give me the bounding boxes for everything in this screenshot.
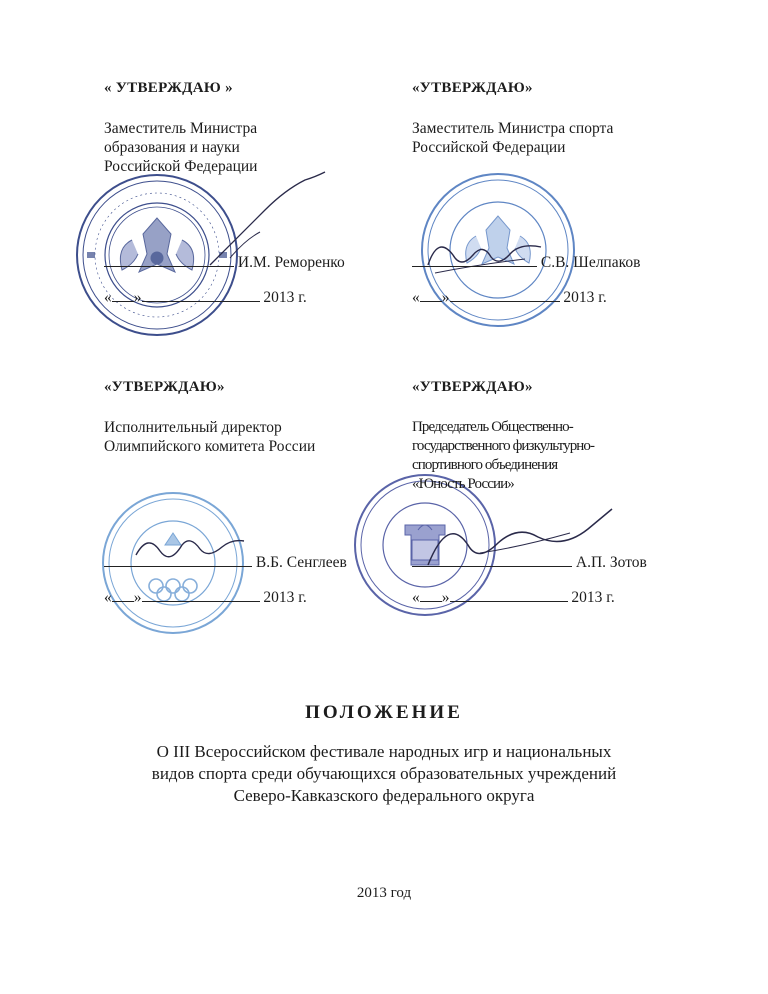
signature-line-youth-russia bbox=[412, 552, 647, 572]
approval-ministry-sport bbox=[412, 79, 712, 157]
approval-year: 2013 г. bbox=[263, 589, 307, 606]
signatory-name: В.Б. Сенглеев bbox=[255, 554, 347, 571]
date-line-youth-russia: « » 2013 г. bbox=[412, 589, 615, 606]
signatory-name: С.В. Шелпаков bbox=[540, 254, 641, 271]
approval-title-line: Председатель Общественно- bbox=[412, 419, 573, 435]
subtitle-line: О III Всероссийском фестивале народных игр и национальных bbox=[156, 742, 612, 761]
approval-heading: « УТВЕРЖДАЮ » bbox=[104, 80, 233, 96]
approval-ministry-education bbox=[104, 79, 404, 176]
approval-year: 2013 г. bbox=[563, 289, 607, 306]
approval-heading: «УТВЕРЖДАЮ» bbox=[412, 379, 533, 395]
subtitle-line: Северо-Кавказского федерального округа bbox=[233, 786, 535, 805]
approval-title-line: Российской Федерации bbox=[412, 139, 566, 156]
subtitle-line: видов спорта среди обучающихся образовательных учреждений bbox=[151, 764, 617, 783]
approval-year: 2013 г. bbox=[571, 589, 615, 606]
document-title: ПОЛОЖЕНИЕ bbox=[305, 702, 463, 723]
signatory-name: А.П. Зотов bbox=[575, 554, 647, 571]
approval-title-line: Российской Федерации bbox=[104, 158, 258, 175]
approval-title-line: Олимпийского комитета России bbox=[104, 438, 316, 455]
date-line-olympic-committee: « » 2013 г. bbox=[104, 589, 307, 606]
signature-line-olympic-committee bbox=[104, 552, 347, 572]
signature-line-ministry-sport bbox=[412, 252, 640, 272]
date-line-ministry-education: « » 2013 г. bbox=[104, 289, 307, 306]
signature-line-ministry-education bbox=[104, 252, 345, 272]
approval-year: 2013 г. bbox=[263, 289, 307, 306]
date-line-ministry-sport: « » 2013 г. bbox=[412, 289, 607, 306]
approval-title-line: спортивного объединения bbox=[412, 457, 558, 473]
signatory-name: И.М. Реморенко bbox=[237, 254, 345, 271]
approval-title-line: «Юность России» bbox=[412, 476, 514, 492]
approval-olympic-committee bbox=[104, 378, 404, 456]
approval-youth-russia bbox=[412, 378, 712, 494]
approval-title-line: Исполнительный директор bbox=[104, 419, 282, 436]
document-subtitle bbox=[100, 741, 668, 807]
approval-title-line: Заместитель Министра спорта bbox=[412, 120, 614, 137]
document-year: 2013 год bbox=[356, 885, 412, 901]
approval-title-line: Заместитель Министра bbox=[104, 120, 258, 137]
approval-title-line: государственного физкультурно- bbox=[412, 438, 595, 454]
approval-heading: «УТВЕРЖДАЮ» bbox=[412, 80, 533, 96]
approval-heading: «УТВЕРЖДАЮ» bbox=[104, 379, 225, 395]
approval-title-line: образования и науки bbox=[104, 139, 240, 156]
